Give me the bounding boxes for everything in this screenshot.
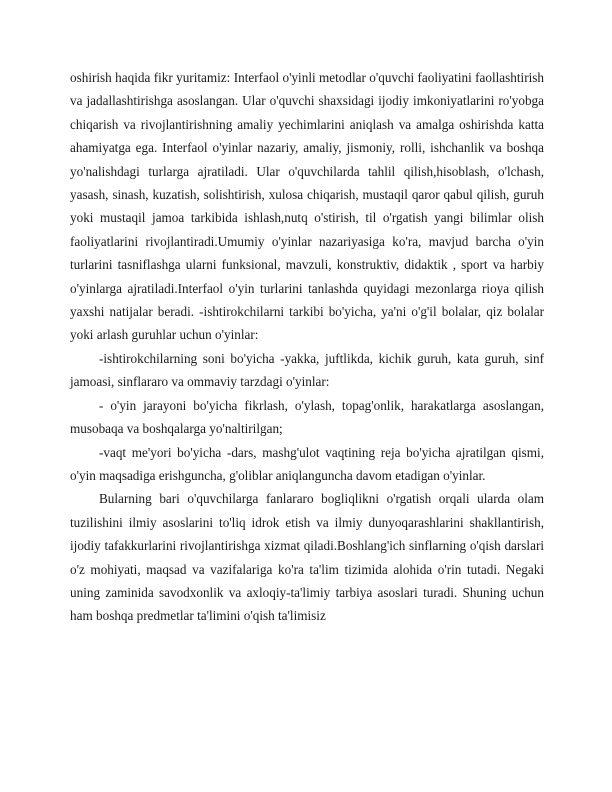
paragraph-2: -ishtirokchilarning soni bo'yicha -yakka, juftlikda, kichik guruh, kata guruh, sinf jamoasi, sinflararo va ommaviy tarzdagi o'yinlar:	[70, 350, 544, 390]
paragraph-5: Bularning bari o'quvchilarga fanlararo bogliqlikni o'rgatish orqali ularda olam tuzilishini ilmiy asoslarini to'liq idrok etish va ilmiy dunyoqarashlarini shakllantirish, ijodiy tafakkurlarini rivojlantirishga xizmat qiladi.Boshlang'ich sinflarning o'qish darslari o'z mohiyati, maqsad va vazifalariga ko'ra ta'lim tizimida alohida o'rin tutadi. Negaki uning zaminida savodxonlik va axloqiy-ta'limiy tarbiya asoslari turadi. Shuning uchun ham boshqa predmetlar ta'limini o'qish ta'limisiz	[70, 491, 544, 624]
paragraph-3: - o'yin jarayoni bo'yicha fikrlash, o'ylash, topag'onlik, harakatlarga asoslangan, musobaqa va boshqalarga yo'naltirilgan;	[70, 397, 544, 437]
paragraph-4: -vaqt me'yori bo'yicha -dars, mashg'ulot vaqtining reja bo'yicha ajratilgan qismi, o'yin maqsadiga erishguncha, g'oliblar aniqlanguncha davom etadigan o'yinlar.	[70, 444, 544, 483]
paragraph-1: oshirish haqida fikr yuritamiz: Interfaol o'yinli metodlar o'quvchi faoliyatini faollashtirish va jadallashtirishga asoslangan. Ular o'quvchi shaxsidagi ijodiy imkoniyatlarini ro'yobga chiqarish va rivojlantirishning amaliy yechimlarini aniqlash va amalga oshirishda katta ahamiyatga ega. Interfaol o'yinlar nazariy, amaliy, jismoniy, rolli, ishchanlik va boshqa yo'nalishdagi turlarga ajratiladi. Ular o'quvchilarda tahlil qilish,hisoblash, o'lchash, yasash, sinash, kuzatish, solishtirish, xulosa chiqarish, mustaqil qaror qabul qilish, guruh yoki mustaqil jamoa tarkibida ishlash,nutq o'stirish, til o'rgatish yangi bilimlar olish faoliyatlarini rivojlantiradi.Umumiy o'yinlar nazariyasiga ko'ra, mavjud barcha o'yin turlarini tasniflashga ularni funksional, mavzuli, konstruktiv, didaktik , sport va harbiy o'yinlarga ajratiladi.Interfaol o'yin turlarini tanlashda quyidagi mezonlarga rioya qilish yaxshi natijalar beradi. -ishtirokchilarni tarkibi bo'yicha, ya'ni o'g'il bolalar, qiz bolalar yoki arlash guruhlar uchun o'yinlar:	[70, 70, 544, 343]
body-text	[70, 66, 544, 628]
